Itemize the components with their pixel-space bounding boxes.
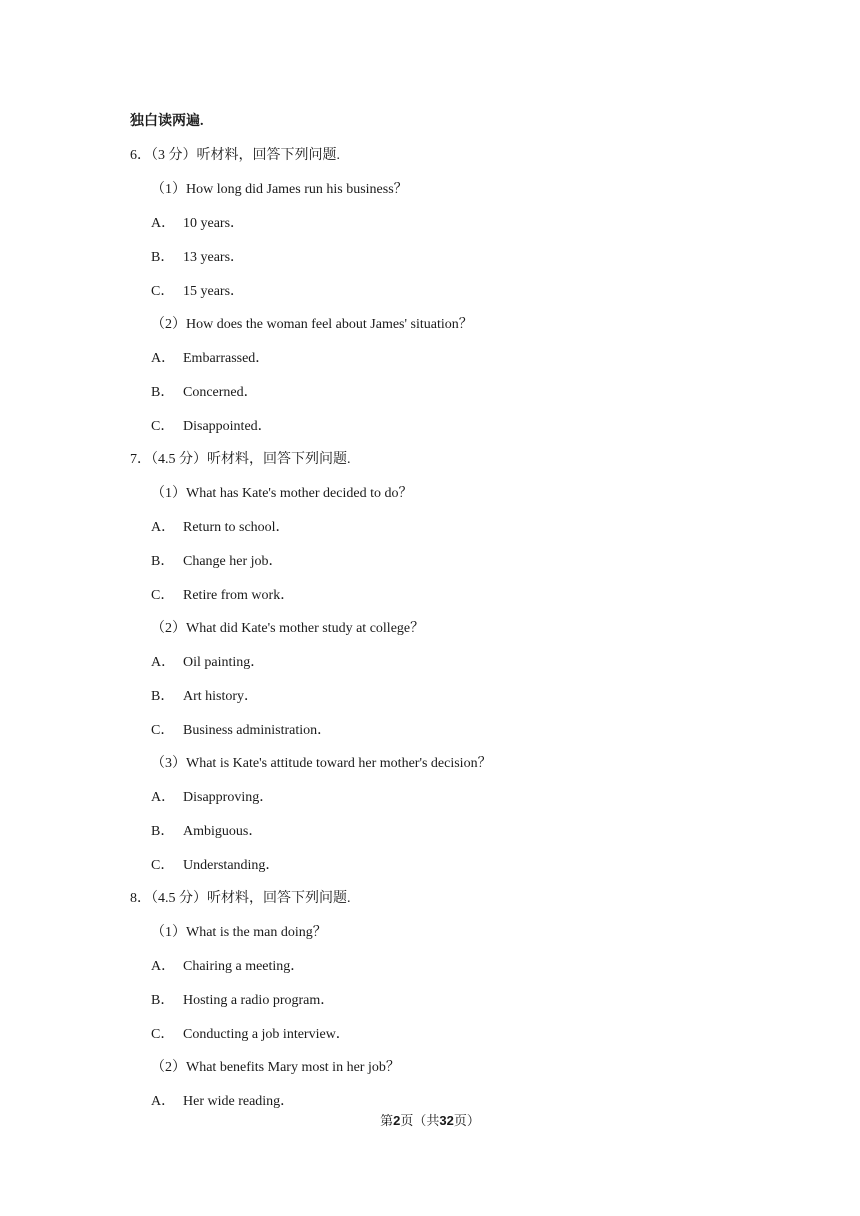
question-7-3-option-a[interactable] bbox=[151, 789, 273, 807]
question-7-3-option-b[interactable] bbox=[151, 823, 262, 841]
question-6-1-option-b[interactable] bbox=[151, 249, 244, 267]
question-7-header: 7．（4.5 分）听材料，回答下列问题. bbox=[130, 452, 351, 467]
option-letter: B． bbox=[151, 250, 175, 265]
option-text: Business administration． bbox=[183, 723, 332, 738]
option-text: Oil painting． bbox=[183, 655, 265, 670]
question-8-2-prompt: （2）What benefits Mary most in her job？ bbox=[151, 1060, 400, 1075]
option-letter: A． bbox=[151, 351, 176, 366]
option-text: Ambiguous． bbox=[183, 824, 263, 839]
question-7-2-option-c[interactable] bbox=[151, 722, 331, 740]
section-instruction: 独白读两遍. bbox=[130, 114, 204, 129]
option-letter: A． bbox=[151, 959, 176, 974]
question-8-1-option-a[interactable] bbox=[151, 958, 304, 976]
option-text: Retire from work． bbox=[183, 588, 295, 603]
option-text: Embarrassed． bbox=[183, 351, 270, 366]
question-6-1-option-a[interactable] bbox=[151, 215, 244, 233]
option-letter: A． bbox=[151, 655, 176, 670]
option-text: 10 years． bbox=[183, 216, 245, 231]
option-letter: B． bbox=[151, 824, 175, 839]
option-letter: A． bbox=[151, 216, 176, 231]
option-text: Art history． bbox=[183, 689, 259, 704]
question-8-header: 8．（4.5 分）听材料，回答下列问题. bbox=[130, 891, 351, 906]
question-6-2-prompt: （2）How does the woman feel about James' situation？ bbox=[151, 317, 473, 332]
option-text: Hosting a radio program． bbox=[183, 993, 335, 1008]
question-7-1-option-b[interactable] bbox=[151, 553, 283, 571]
question-6-1-option-c[interactable] bbox=[151, 283, 244, 301]
footer-mid: 页（共 bbox=[400, 1113, 440, 1128]
option-text: Disappointed． bbox=[183, 419, 272, 434]
question-6-2-option-a[interactable] bbox=[151, 350, 269, 368]
question-7-2-option-a[interactable] bbox=[151, 654, 264, 672]
option-text: Change her job． bbox=[183, 554, 283, 569]
option-text: Her wide reading． bbox=[183, 1094, 295, 1109]
question-7-3-option-c[interactable] bbox=[151, 857, 279, 875]
option-text: Chairing a meeting． bbox=[183, 959, 305, 974]
option-text: Return to school． bbox=[183, 520, 290, 535]
option-letter: A． bbox=[151, 1094, 176, 1109]
option-letter: C． bbox=[151, 588, 175, 603]
question-6-1-prompt: （1）How long did James run his business？ bbox=[151, 182, 408, 197]
question-7-1-option-c[interactable] bbox=[151, 587, 294, 605]
option-letter: B． bbox=[151, 993, 175, 1008]
option-letter: C． bbox=[151, 1027, 175, 1042]
option-letter: B． bbox=[151, 554, 175, 569]
page-footer bbox=[0, 1113, 860, 1129]
option-letter: C． bbox=[151, 723, 175, 738]
question-8-1-prompt: （1）What is the man doing？ bbox=[151, 925, 327, 940]
option-letter: C． bbox=[151, 284, 175, 299]
question-6-header: 6．（3 分）听材料，回答下列问题. bbox=[130, 148, 340, 163]
question-7-1-option-a[interactable] bbox=[151, 519, 290, 537]
question-7-1-prompt: （1）What has Kate's mother decided to do？ bbox=[151, 486, 413, 501]
option-letter: C． bbox=[151, 858, 175, 873]
question-6-2-option-b[interactable] bbox=[151, 384, 258, 402]
question-7-2-prompt: （2）What did Kate's mother study at college？ bbox=[151, 621, 425, 636]
option-text: 15 years． bbox=[183, 284, 245, 299]
option-text: Conducting a job interview． bbox=[183, 1027, 350, 1042]
option-text: Disapproving． bbox=[183, 790, 274, 805]
question-7-3-prompt: （3）What is Kate's attitude toward her mother's decision？ bbox=[151, 756, 492, 771]
footer-prefix: 第 bbox=[380, 1113, 394, 1128]
page-number: 2 bbox=[393, 1113, 401, 1128]
question-8-1-option-c[interactable] bbox=[151, 1026, 350, 1044]
option-letter: B． bbox=[151, 689, 175, 704]
question-8-2-option-a[interactable] bbox=[151, 1093, 294, 1111]
footer-suffix: 页） bbox=[453, 1113, 480, 1128]
option-letter: B． bbox=[151, 385, 175, 400]
option-text: 13 years． bbox=[183, 250, 245, 265]
question-8-1-option-b[interactable] bbox=[151, 992, 334, 1010]
option-text: Concerned． bbox=[183, 385, 258, 400]
page-total: 32 bbox=[439, 1113, 454, 1128]
question-7-2-option-b[interactable] bbox=[151, 688, 258, 706]
option-letter: A． bbox=[151, 520, 176, 535]
option-letter: A． bbox=[151, 790, 176, 805]
option-text: Understanding． bbox=[183, 858, 280, 873]
question-6-2-option-c[interactable] bbox=[151, 418, 272, 436]
option-letter: C． bbox=[151, 419, 175, 434]
